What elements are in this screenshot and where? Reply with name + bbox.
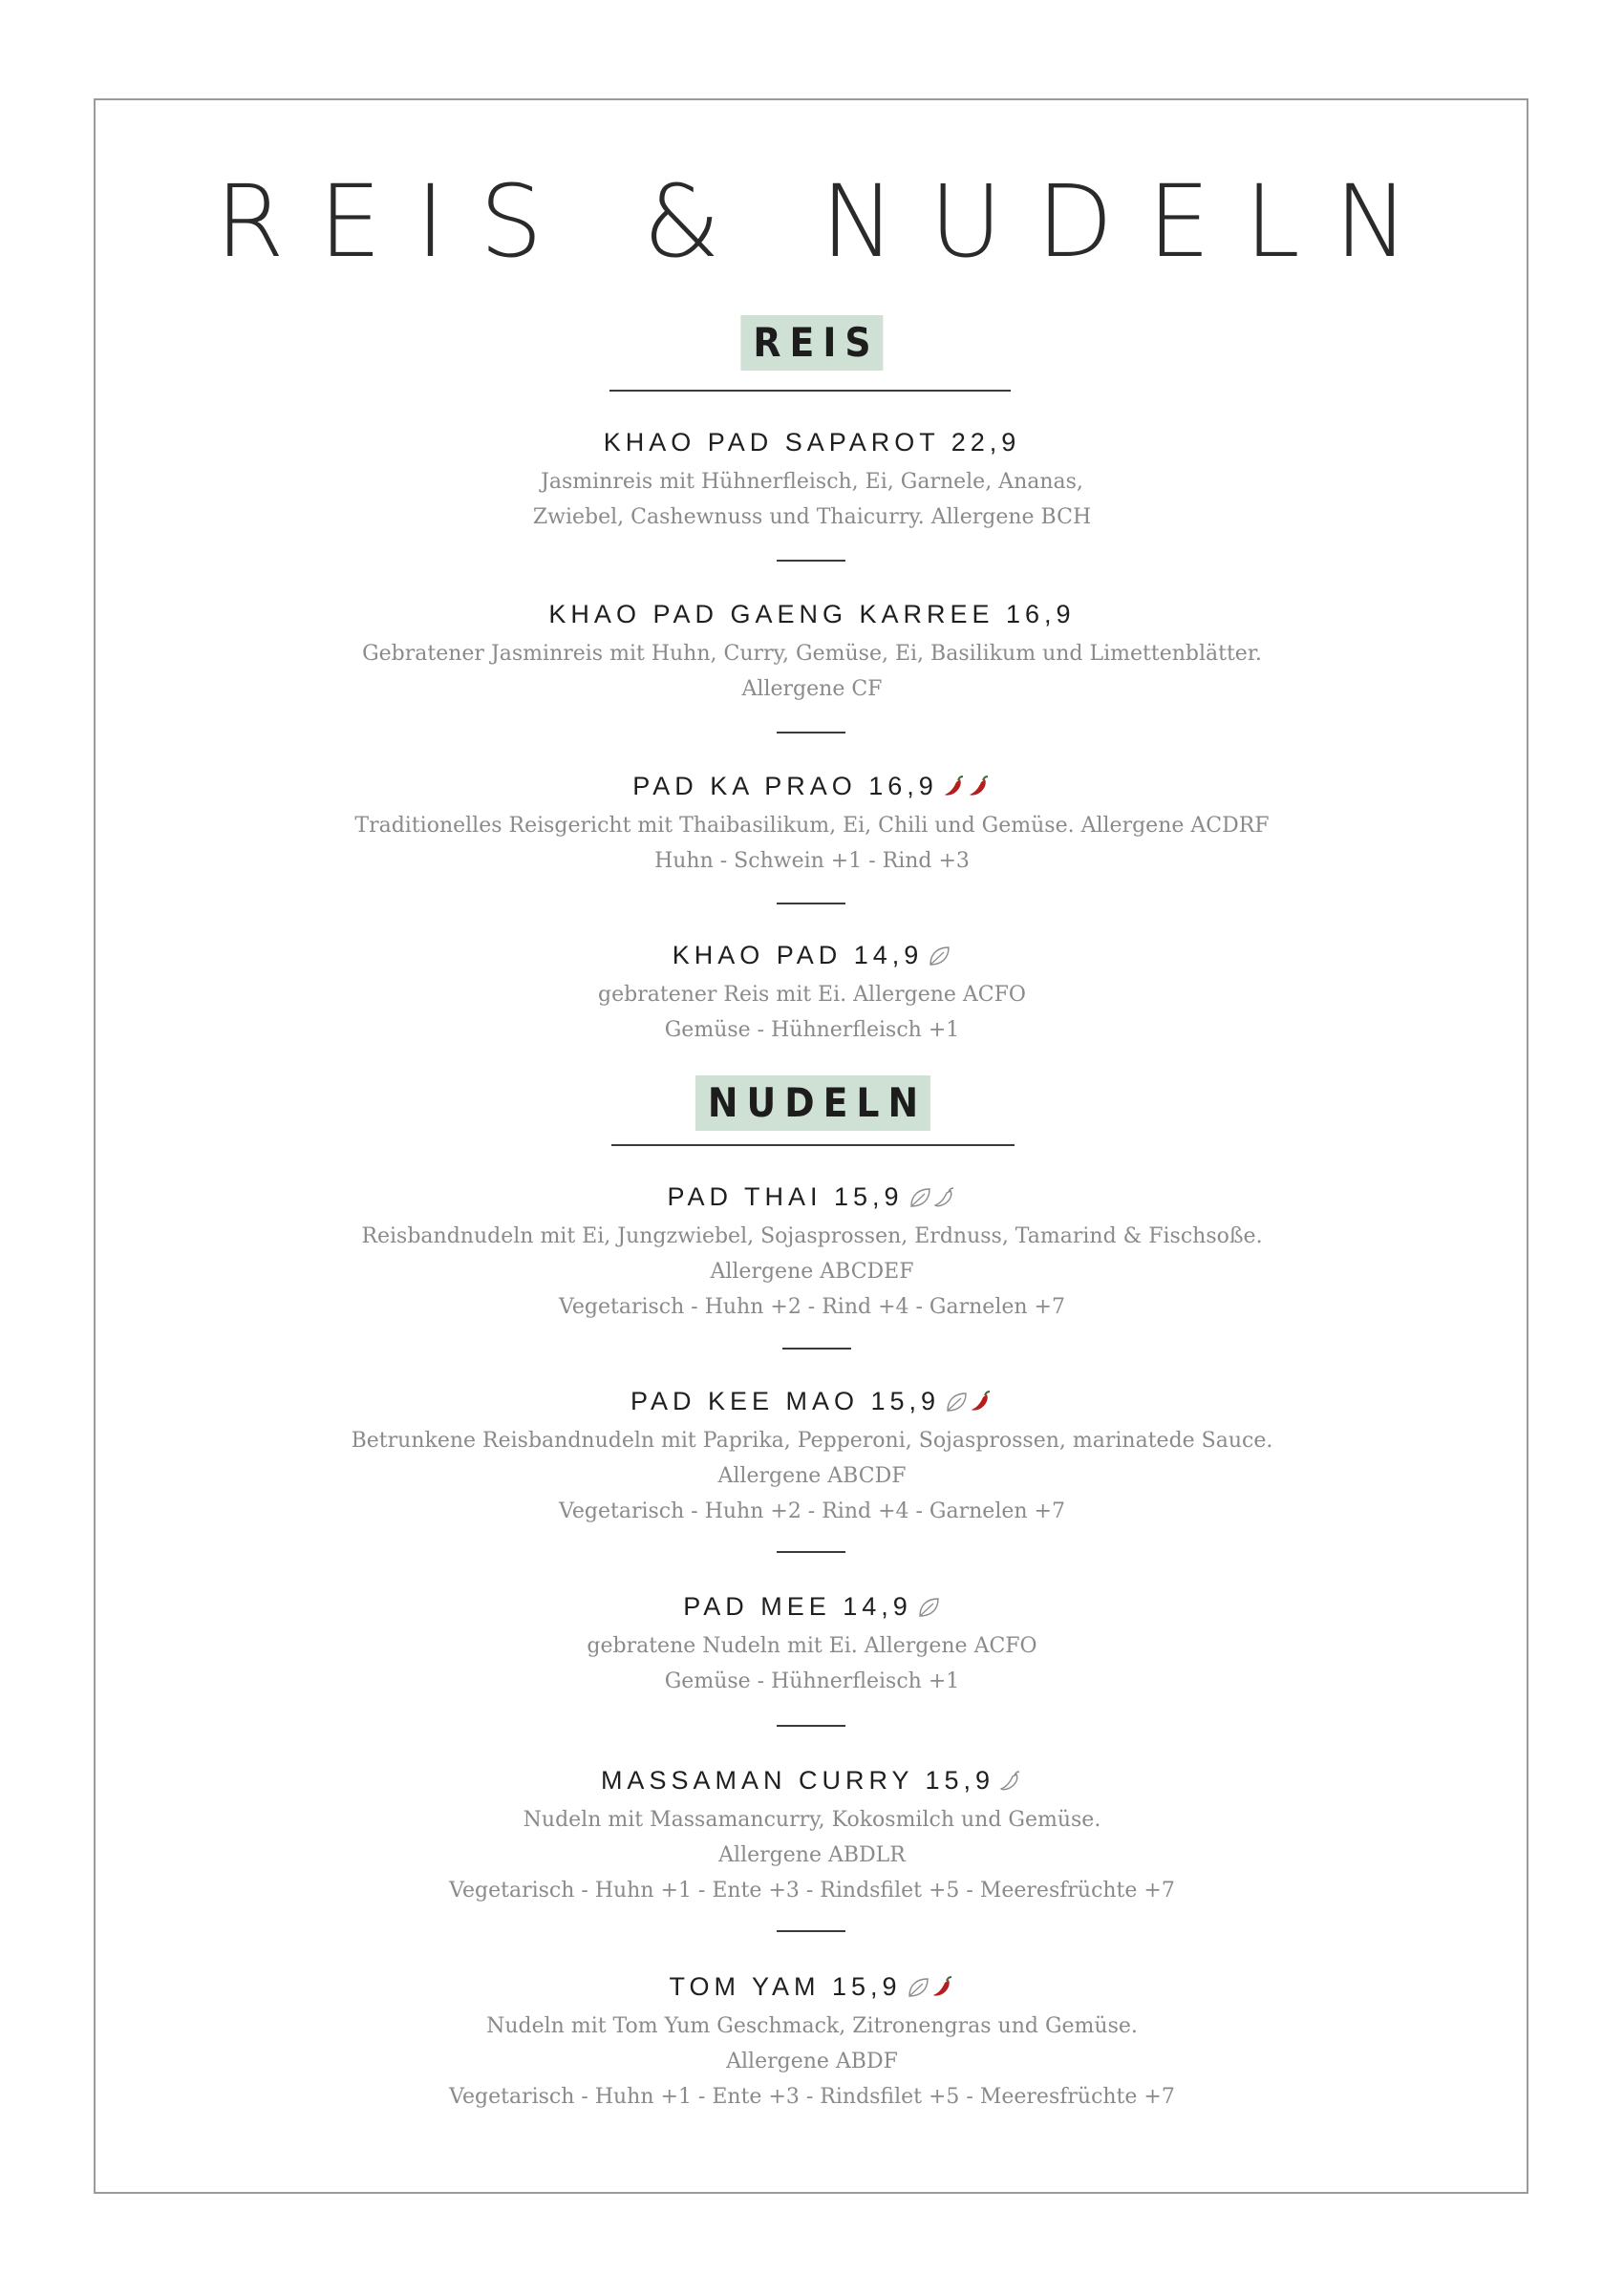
item-separator	[777, 1551, 845, 1553]
leaf-icon	[927, 944, 951, 968]
item-separator	[777, 1930, 845, 1932]
page-title: REIS & NUDELN	[215, 163, 1443, 280]
menu-item	[96, 1389, 1528, 1529]
item-title: MASSAMAN CURRY 15,9	[600, 1766, 995, 1795]
section-badge-reis: REIS	[740, 315, 883, 371]
item-description-line: Huhn - Schwein +1 - Rind +3	[654, 849, 970, 873]
leaf-icon	[908, 1185, 932, 1210]
item-separator	[777, 1725, 845, 1727]
item-title: PAD KEE MAO 15,9	[630, 1387, 941, 1415]
item-separator	[777, 560, 845, 562]
chili-icon	[930, 1975, 955, 2000]
leaf-icon	[944, 1390, 969, 1414]
menu-item	[96, 1184, 1528, 1325]
chili-icon	[969, 1390, 994, 1414]
menu-item	[96, 943, 1528, 1048]
item-description-line: Gemüse - Hühnerfleisch +1	[664, 1018, 960, 1042]
menu-item	[96, 430, 1528, 535]
menu-item	[96, 1594, 1528, 1699]
item-title: KHAO PAD SAPAROT 22,9	[603, 428, 1021, 457]
leaf-icon	[916, 1595, 941, 1620]
item-description-line: Gemüse - Hühnerfleisch +1	[664, 1669, 960, 1693]
item-description-line: Gebratener Jasminreis mit Huhn, Curry, Gemüse, Ei, Basilikum und Limettenblätter.	[362, 642, 1262, 666]
item-title: KHAO PAD 14,9	[672, 941, 924, 969]
item-title: PAD MEE 14,9	[683, 1592, 912, 1621]
chili-icon	[942, 775, 967, 799]
item-description-line: Nudeln mit Tom Yum Geschmack, Zitronengras und Gemüse.	[486, 2014, 1138, 2038]
item-description-line: Jasminreis mit Hühnerfleisch, Ei, Garnele, Ananas,	[541, 470, 1083, 494]
menu-item	[96, 1768, 1528, 1908]
item-description-line: Allergene ABCDF	[717, 1464, 907, 1488]
item-separator	[777, 903, 845, 904]
leaf-icon	[906, 1975, 930, 2000]
menu-item	[96, 1974, 1528, 2115]
item-description-line: Zwiebel, Cashewnuss und Thaicurry. Allergene BCH	[532, 505, 1092, 529]
item-title: PAD KA PRAO 16,9	[632, 772, 938, 800]
item-description-line: Vegetarisch - Huhn +2 - Rind +4 - Garnelen +7	[559, 1499, 1065, 1523]
item-title: PAD THAI 15,9	[667, 1182, 904, 1211]
item-description-line: Reisbandnudeln mit Ei, Jungzwiebel, Sojasprossen, Erdnuss, Tamarind & Fischsoße.	[361, 1224, 1263, 1248]
item-description-line: Allergene ABDF	[726, 2050, 898, 2073]
item-title: KHAO PAD GAENG KARREE 16,9	[548, 600, 1076, 628]
item-separator	[782, 1348, 851, 1350]
item-description-line: Nudeln mit Massamancurry, Kokosmilch und Gemüse.	[523, 1808, 1101, 1832]
item-description-line: Vegetarisch - Huhn +1 - Ente +3 - Rindsfilet +5 - Meeresfrüchte +7	[449, 1879, 1175, 1903]
item-separator	[777, 732, 845, 733]
item-description-line: gebratener Reis mit Ei. Allergene ACFO	[598, 983, 1026, 1007]
item-description-line: Betrunkene Reisbandnudeln mit Paprika, Pepperoni, Sojasprossen, marinatede Sauce.	[351, 1429, 1273, 1453]
section-badge-nudeln: NUDELN	[695, 1075, 930, 1131]
item-description-line: Traditionelles Reisgericht mit Thaibasilikum, Ei, Chili und Gemüse. Allergene ACDRF	[354, 814, 1270, 838]
pepper-outline-icon	[998, 1769, 1023, 1794]
section-divider-reis	[609, 390, 1011, 392]
item-description-line: gebratene Nudeln mit Ei. Allergene ACFO	[587, 1634, 1037, 1658]
item-description-line: Vegetarisch - Huhn +2 - Rind +4 - Garnelen +7	[559, 1295, 1065, 1319]
item-description-line: Allergene ABCDEF	[710, 1260, 914, 1284]
menu-item	[96, 602, 1528, 707]
section-divider-nudeln	[611, 1144, 1015, 1146]
menu-item	[96, 774, 1528, 879]
chili-icon	[967, 775, 992, 799]
item-description-line: Allergene ABDLR	[718, 1843, 906, 1867]
item-title: TOM YAM 15,9	[669, 1972, 902, 2001]
pepper-outline-icon	[932, 1185, 957, 1210]
item-description-line: Vegetarisch - Huhn +1 - Ente +3 - Rindsfilet +5 - Meeresfrüchte +7	[449, 2085, 1175, 2109]
item-description-line: Allergene CF	[741, 677, 883, 701]
